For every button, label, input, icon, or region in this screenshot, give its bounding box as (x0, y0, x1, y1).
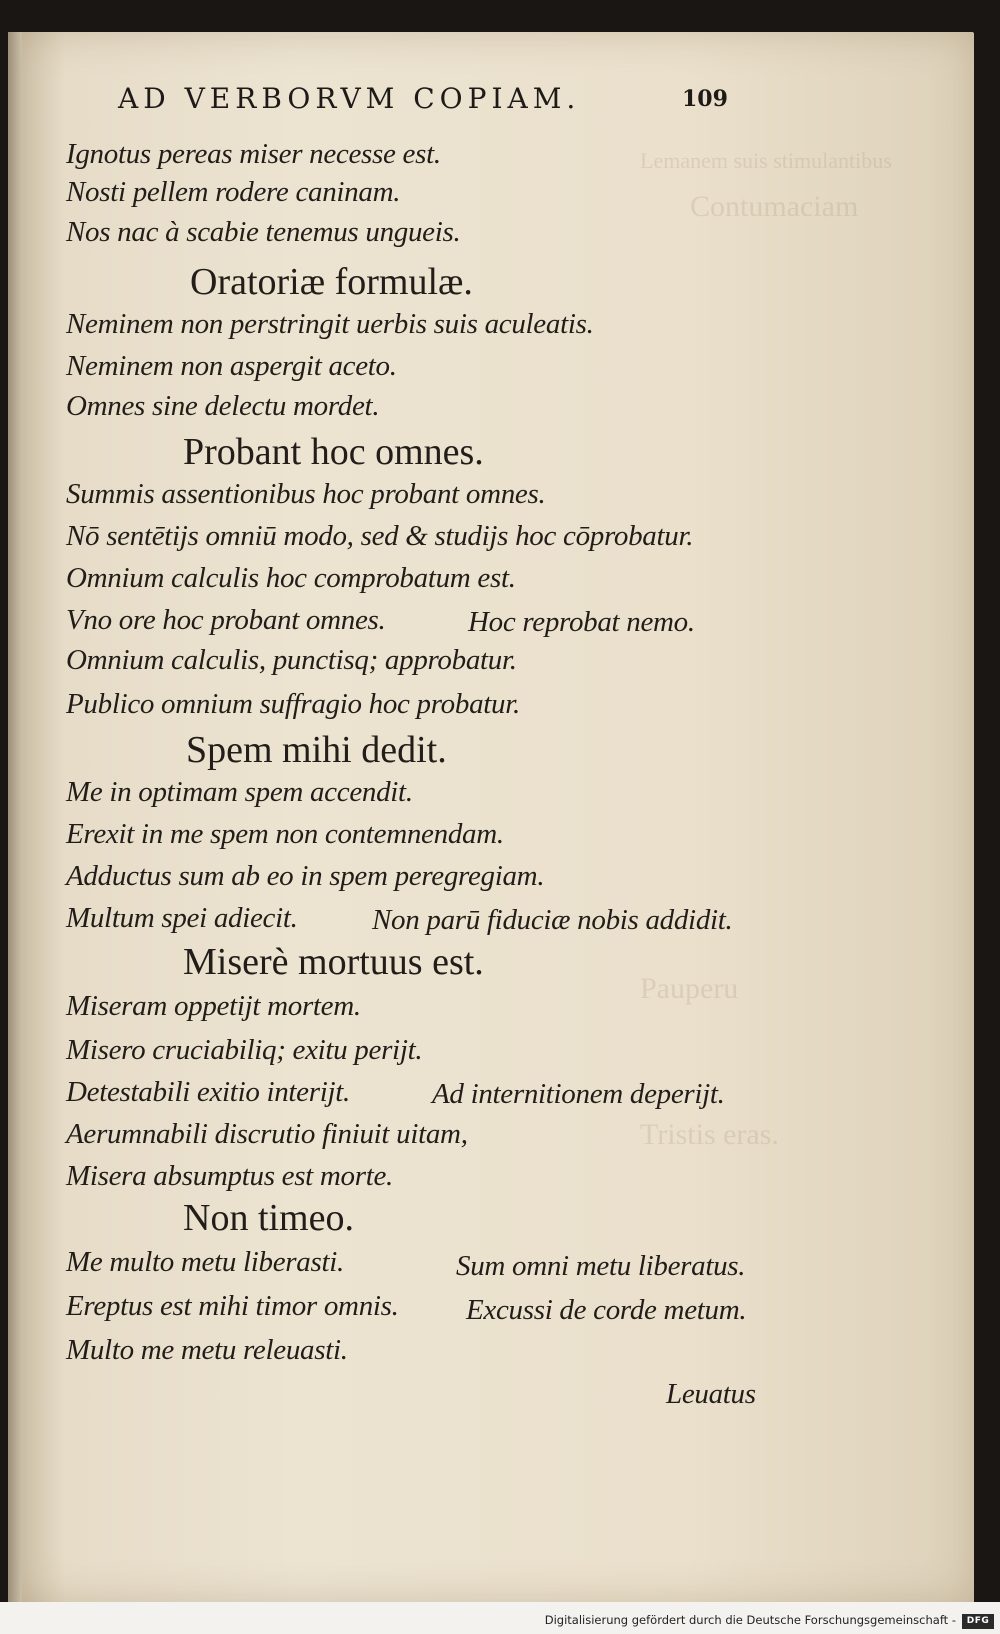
text-line: Ignotus pereas miser necesse est. (66, 138, 441, 170)
text-line: Ereptus est mihi timor omnis. (66, 1290, 399, 1322)
text-line: Multum spei adiecit. (66, 902, 298, 934)
show-through: Pauperu (640, 972, 739, 1005)
text-line: Misera absumptus est morte. (66, 1160, 394, 1192)
text-line: Me in optimam spem accendit. (66, 776, 413, 808)
text-line: Non parū fiduciæ nobis addidit. (372, 904, 733, 936)
text-line: Omnium calculis, punctisq; approbatur. (66, 644, 517, 676)
text-line: Sum omni metu liberatus. (456, 1250, 746, 1282)
text-line: Miseram oppetijt mortem. (66, 990, 361, 1022)
text-line: Excussi de corde metum. (466, 1294, 747, 1326)
text-line: Hoc reprobat nemo. (468, 606, 695, 638)
text-line: Nō sentētijs omniū modo, sed & studijs hoc cōprobatur. (66, 520, 694, 552)
funding-credit: Digitalisierung gefördert durch die Deutsche Forschungsgemeinschaft - (544, 1613, 956, 1627)
text-line: Aerumnabili discrutio finiuit uitam, (66, 1118, 468, 1150)
dfg-logo: DFG (962, 1614, 994, 1629)
section-heading: Probant hoc omnes. (183, 431, 484, 473)
page-number: 109 (682, 86, 728, 112)
text-line: Summis assentionibus hoc probant omnes. (66, 478, 546, 510)
show-through: Tristis eras. (640, 1118, 779, 1151)
page-edge (8, 32, 22, 1602)
show-through: Contumaciam (690, 190, 859, 223)
text-line: Vno ore hoc probant omnes. (66, 604, 386, 636)
text-line: Nosti pellem rodere caninam. (66, 176, 401, 208)
text-line: Omnes sine delectu mordet. (66, 390, 380, 422)
section-heading: Spem mihi dedit. (186, 729, 447, 771)
text-line: Misero cruciabiliq; exitu perijt. (66, 1034, 423, 1066)
text-line: Neminem non aspergit aceto. (66, 350, 397, 382)
text-line: Publico omnium suffragio hoc probatur. (66, 688, 520, 720)
footer-bar (0, 1602, 1000, 1634)
text-line: Multo me metu releuasti. (66, 1334, 348, 1366)
text-line: Neminem non perstringit uerbis suis aculeatis. (66, 308, 594, 340)
running-head: AD VERBORVM COPIAM. (118, 82, 581, 115)
catchword: Leuatus (666, 1378, 756, 1410)
text-line: Ad internitionem deperijt. (432, 1078, 725, 1110)
show-through: Lemanem suis stimulantibus (640, 148, 892, 173)
text-line: Omnium calculis hoc comprobatum est. (66, 562, 516, 594)
text-line: Erexit in me spem non contemnendam. (66, 818, 504, 850)
text-line: Adductus sum ab eo in spem peregregiam. (66, 860, 545, 892)
text-line: Nos nac à scabie tenemus ungueis. (66, 216, 461, 248)
text-line: Detestabili exitio interijt. (66, 1076, 350, 1108)
text-line: Me multo metu liberasti. (66, 1246, 344, 1278)
section-heading: Non timeo. (183, 1197, 354, 1239)
section-heading: Oratoriæ formulæ. (190, 261, 473, 303)
section-heading: Miserè mortuus est. (183, 941, 484, 983)
